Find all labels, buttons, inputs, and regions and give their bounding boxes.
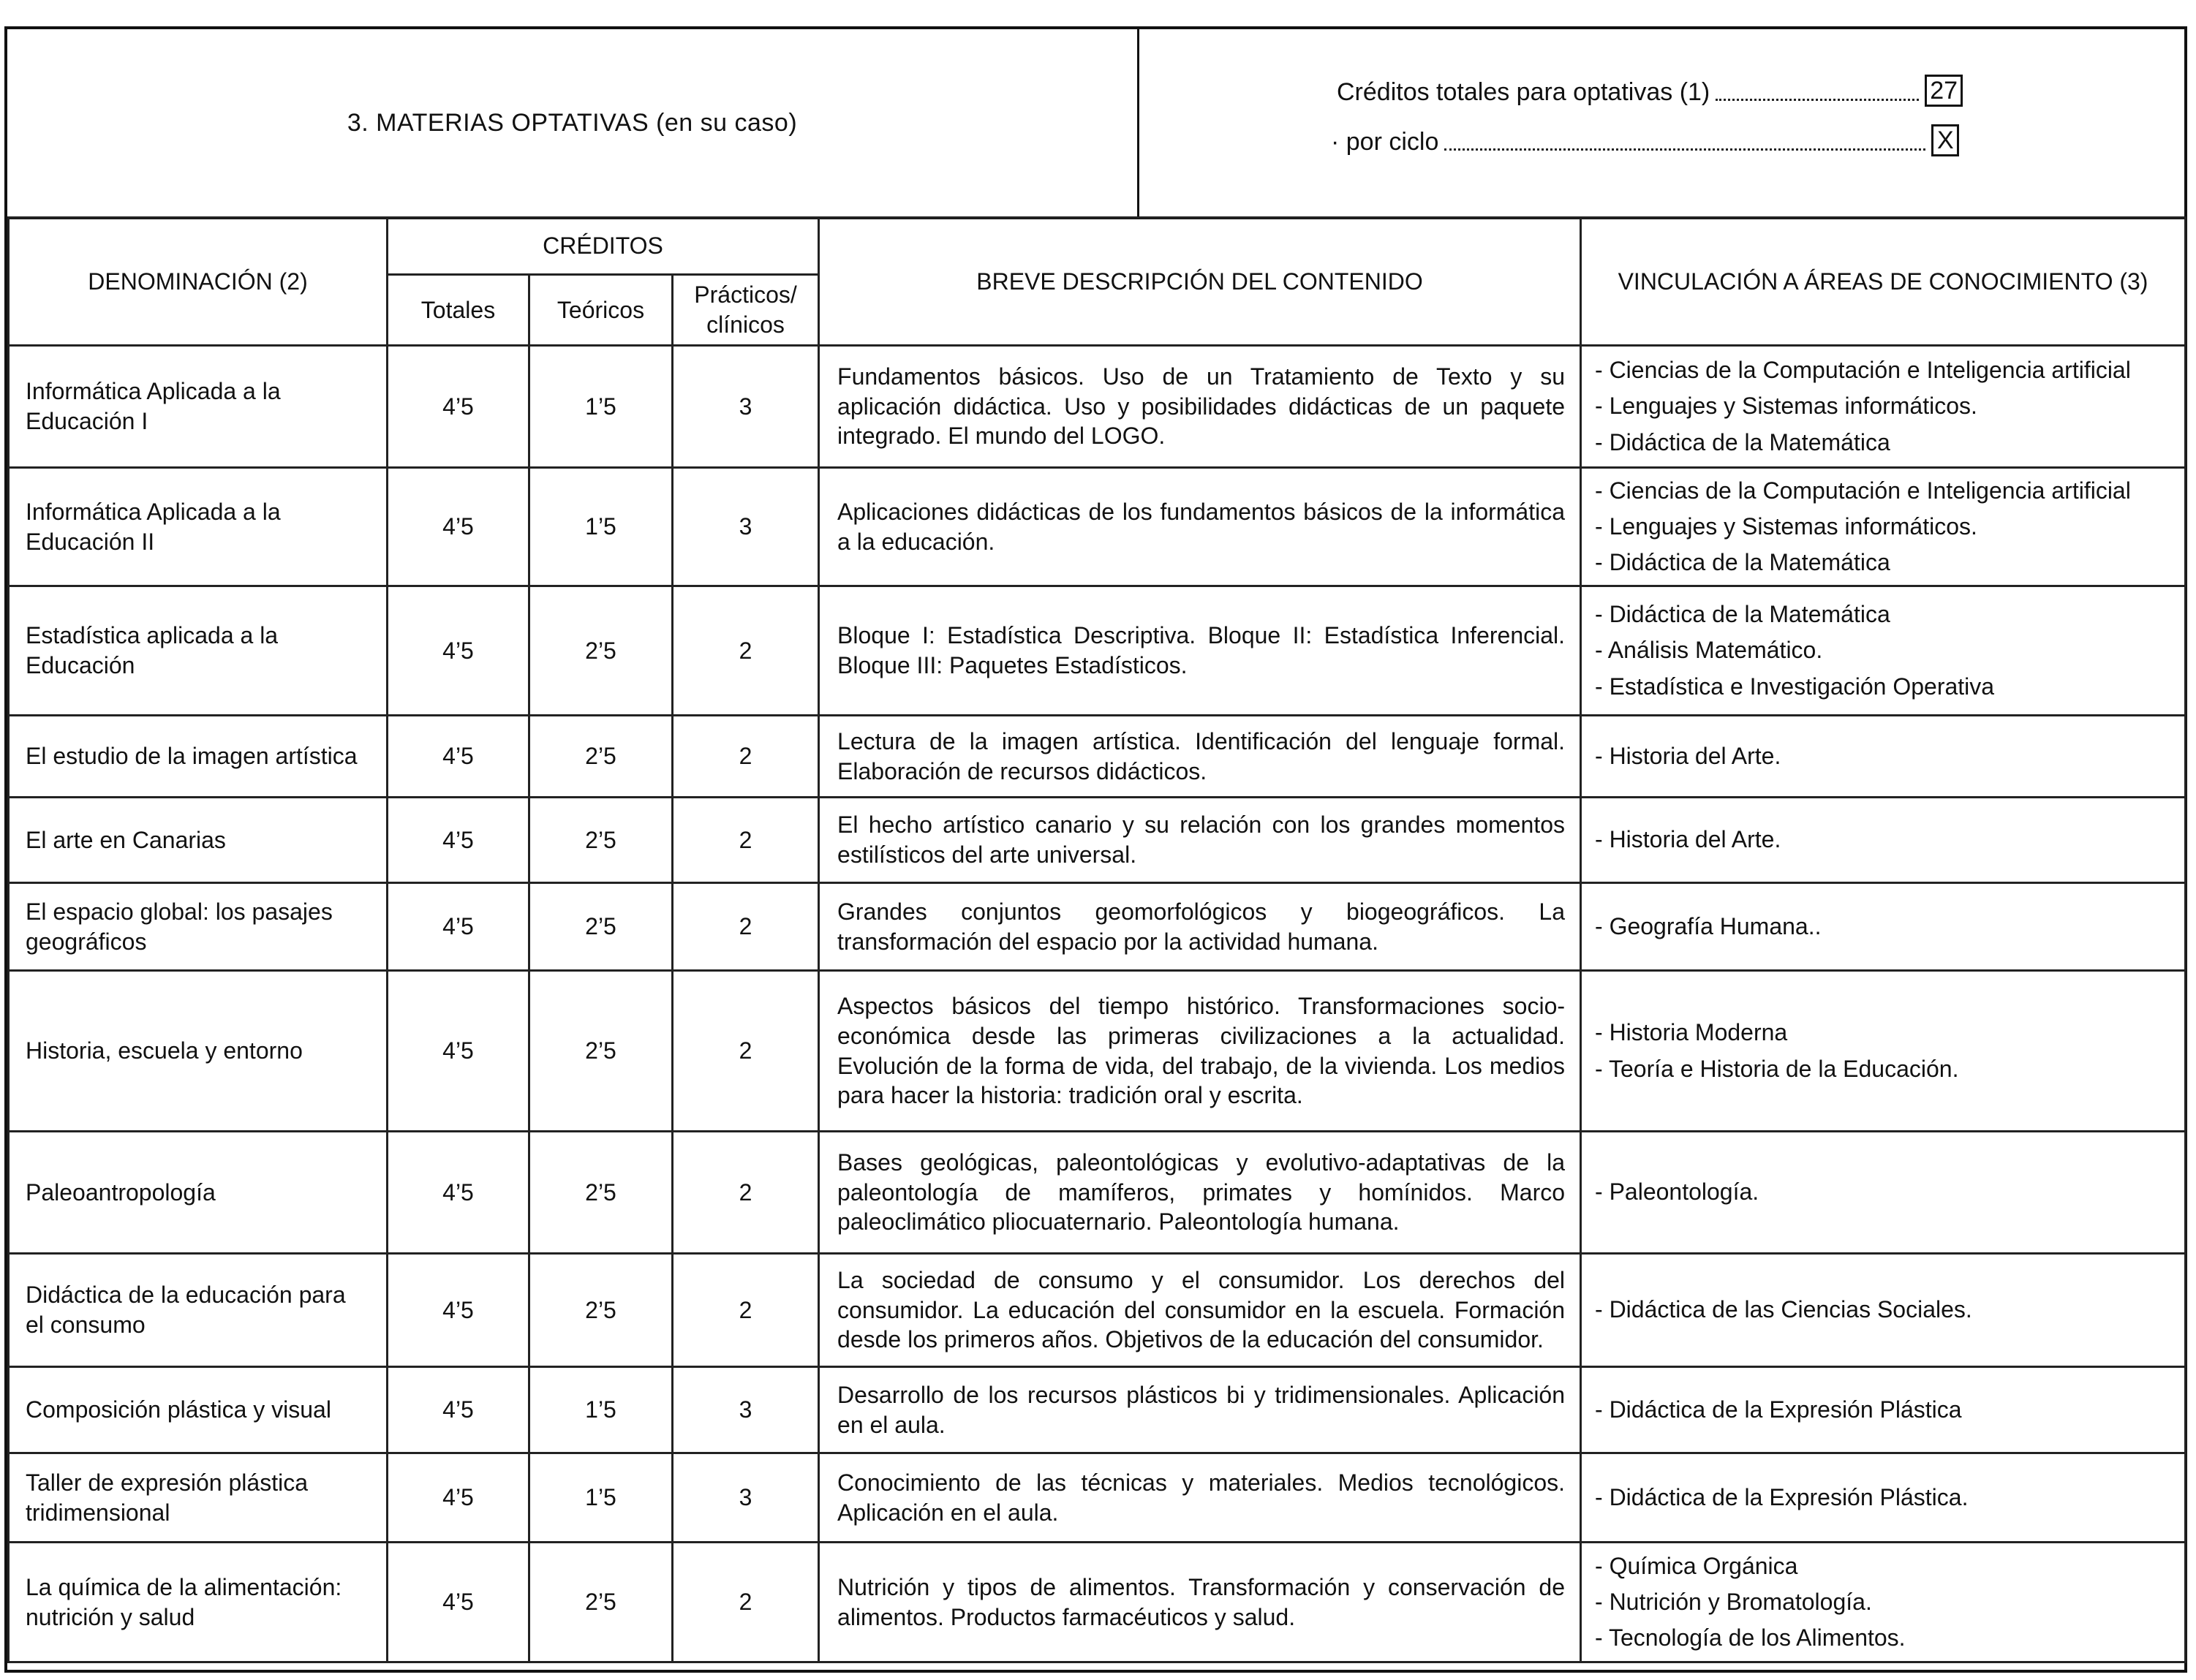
table-row	[9, 883, 2186, 971]
practicos-cell: 3	[673, 1453, 819, 1543]
header-row	[9, 218, 2186, 275]
per-cycle-line	[1331, 124, 1959, 156]
area-item: - Estadística e Investigación Operativa	[1595, 673, 1995, 700]
area-item: - Didáctica de la Matemática	[1595, 601, 1890, 628]
col-totales: Totales	[388, 275, 529, 346]
descripcion-cell: El hecho artístico canario y su relación con los grandes momentos estilísticos del arte universal.	[819, 798, 1581, 883]
teoricos-cell: 2’5	[529, 1543, 673, 1662]
per-cycle-label: · por ciclo	[1331, 128, 1439, 156]
totales-cell: 4’5	[388, 1367, 529, 1453]
denominacion-cell: El arte en Canarias	[9, 798, 388, 883]
practicos-cell: 2	[673, 883, 819, 971]
table-row	[9, 1453, 2186, 1543]
area-item: - Lenguajes y Sistemas informáticos.	[1595, 393, 1977, 420]
practicos-cell: 2	[673, 971, 819, 1132]
totales-cell: 4’5	[388, 586, 529, 716]
vinculacion-cell	[1581, 586, 2186, 716]
area-item: - Historia del Arte.	[1595, 742, 1781, 769]
denominacion-cell: Estadística aplicada a la Educación	[9, 586, 388, 716]
table-row	[9, 1367, 2186, 1453]
area-item: - Didáctica de la Expresión Plástica.	[1595, 1483, 1969, 1510]
descripcion-cell: Bases geológicas, paleontológicas y evolutivo-adaptativas de la paleontología de mamíferos, primates y homínidos. Marco paleoclimático pliocuaternario. Paleontología humana.	[819, 1132, 1581, 1254]
credits-summary	[1139, 29, 2184, 216]
totales-cell: 4’5	[388, 1254, 529, 1367]
totales-cell: 4’5	[388, 971, 529, 1132]
table-row	[9, 716, 2186, 798]
area-item: - Teoría e Historia de la Educación.	[1595, 1055, 1959, 1082]
teoricos-cell: 2’5	[529, 1132, 673, 1254]
form-header	[7, 29, 2184, 219]
total-credits-label: Créditos totales para optativas (1)	[1337, 78, 1710, 106]
area-item: - Didáctica de la Matemática	[1595, 549, 1890, 576]
area-item: - Ciencias de la Computación e Inteligencia artificial	[1595, 477, 2131, 504]
totales-cell: 4’5	[388, 1453, 529, 1543]
area-item: - Historia del Arte.	[1595, 826, 1781, 853]
totales-cell: 4’5	[388, 346, 529, 468]
col-descripcion: BREVE DESCRIPCIÓN DEL CONTENIDO	[819, 218, 1581, 346]
area-item: - Historia Moderna	[1595, 1019, 1788, 1046]
table-row	[9, 346, 2186, 468]
totales-cell: 4’5	[388, 716, 529, 798]
descripcion-cell: Fundamentos básicos. Uso de un Tratamiento de Texto y su aplicación didáctica. Uso y posibilidades didácticas de un paquete integrado. El mundo del LOGO.	[819, 346, 1581, 468]
total-credits-box: 27	[1925, 75, 1963, 107]
col-denominacion: DENOMINACIÓN (2)	[9, 218, 388, 346]
teoricos-cell: 1’5	[529, 346, 673, 468]
teoricos-cell: 2’5	[529, 798, 673, 883]
table-row	[9, 1132, 2186, 1254]
teoricos-cell: 2’5	[529, 716, 673, 798]
area-item: - Ciencias de la Computación e Inteligencia artificial	[1595, 357, 2131, 384]
teoricos-cell: 2’5	[529, 971, 673, 1132]
denominacion-cell: Taller de expresión plástica tridimensional	[9, 1453, 388, 1543]
denominacion-cell: La química de la alimentación: nutrición y salud	[9, 1543, 388, 1662]
teoricos-cell: 2’5	[529, 1254, 673, 1367]
dot-leader	[1716, 91, 1919, 101]
vinculacion-cell	[1581, 971, 2186, 1132]
table-row	[9, 468, 2186, 586]
descripcion-cell: Grandes conjuntos geomorfológicos y biogeográficos. La transformación del espacio por la actividad humana.	[819, 883, 1581, 971]
teoricos-cell: 2’5	[529, 883, 673, 971]
area-item: - Geografía Humana..	[1595, 912, 1822, 939]
teoricos-cell: 1’5	[529, 1367, 673, 1453]
practicos-cell: 2	[673, 1543, 819, 1662]
vinculacion-cell	[1581, 883, 2186, 971]
area-item: - Didáctica de la Expresión Plástica	[1595, 1396, 1962, 1423]
denominacion-cell: Composición plástica y visual	[9, 1367, 388, 1453]
dot-leader	[1444, 141, 1925, 151]
col-creditos: CRÉDITOS	[388, 218, 819, 275]
vinculacion-cell	[1581, 346, 2186, 468]
area-item: - Paleontología.	[1595, 1178, 1759, 1206]
denominacion-cell: Paleoantropología	[9, 1132, 388, 1254]
denominacion-cell: El espacio global: los pasajes geográficos	[9, 883, 388, 971]
subjects-table	[7, 216, 2186, 1663]
denominacion-cell: El estudio de la imagen artística	[9, 716, 388, 798]
area-item: - Lenguajes y Sistemas informáticos.	[1595, 512, 1977, 540]
descripcion-cell: Nutrición y tipos de alimentos. Transformación y conservación de alimentos. Productos farmacéuticos y salud.	[819, 1543, 1581, 1662]
practicos-cell: 3	[673, 346, 819, 468]
teoricos-cell: 1’5	[529, 1453, 673, 1543]
vinculacion-cell	[1581, 468, 2186, 586]
table-row	[9, 798, 2186, 883]
col-vinculacion: VINCULACIÓN A ÁREAS DE CONOCIMIENTO (3)	[1581, 218, 2186, 346]
table-row	[9, 586, 2186, 716]
descripcion-cell: Aplicaciones didácticas de los fundamentos básicos de la informática a la educación.	[819, 468, 1581, 586]
vinculacion-cell	[1581, 798, 2186, 883]
descripcion-cell: Conocimiento de las técnicas y materiales. Medios tecnológicos. Aplicación en el aula.	[819, 1453, 1581, 1543]
vinculacion-cell	[1581, 1367, 2186, 1453]
descripcion-cell: Bloque I: Estadística Descriptiva. Bloque II: Estadística Inferencial. Bloque III: Paquetes Estadísticos.	[819, 586, 1581, 716]
area-item: - Didáctica de la Matemática	[1595, 428, 1890, 455]
area-item: - Didáctica de las Ciencias Sociales.	[1595, 1296, 1972, 1323]
descripcion-cell: Aspectos básicos del tiempo histórico. Transformaciones socio-económica desde las primeras civilizaciones a la actualidad. Evolución de la forma de vida, del trabajo, de la vivienda. Los medios para hacer la historia: tradición oral y escrita.	[819, 971, 1581, 1132]
area-item: - Tecnología de los Alimentos.	[1595, 1624, 1906, 1651]
descripcion-cell: La sociedad de consumo y el consumidor. Los derechos del consumidor. La educación del consumidor en la escuela. Formación desde los primeros años. Objetivos de la educación del consumidor.	[819, 1254, 1581, 1367]
denominacion-cell: Informática Aplicada a la Educación II	[9, 468, 388, 586]
table-row	[9, 971, 2186, 1132]
totales-cell: 4’5	[388, 468, 529, 586]
teoricos-cell: 1’5	[529, 468, 673, 586]
total-credits-line	[1337, 75, 1963, 107]
vinculacion-cell	[1581, 1132, 2186, 1254]
vinculacion-cell	[1581, 716, 2186, 798]
totales-cell: 4’5	[388, 883, 529, 971]
totales-cell: 4’5	[388, 1543, 529, 1662]
practicos-cell: 2	[673, 586, 819, 716]
practicos-cell: 2	[673, 1132, 819, 1254]
practicos-cell: 3	[673, 468, 819, 586]
descripcion-cell: Lectura de la imagen artística. Identificación del lenguaje formal. Elaboración de recursos didácticos.	[819, 716, 1581, 798]
descripcion-cell: Desarrollo de los recursos plásticos bi y tridimensionales. Aplicación en el aula.	[819, 1367, 1581, 1453]
table-row	[9, 1254, 2186, 1367]
section-title: 3. MATERIAS OPTATIVAS (en su caso)	[7, 29, 1139, 216]
practicos-cell: 2	[673, 716, 819, 798]
col-teoricos: Teóricos	[529, 275, 673, 346]
teoricos-cell: 2’5	[529, 586, 673, 716]
table-row	[9, 1543, 2186, 1662]
vinculacion-cell	[1581, 1254, 2186, 1367]
practicos-cell: 2	[673, 798, 819, 883]
totales-cell: 4’5	[388, 798, 529, 883]
practicos-cell: 2	[673, 1254, 819, 1367]
area-item: - Análisis Matemático.	[1595, 637, 1823, 664]
col-practicos: Prácticos/ clínicos	[673, 275, 819, 346]
denominacion-cell: Didáctica de la educación para el consumo	[9, 1254, 388, 1367]
totales-cell: 4’5	[388, 1132, 529, 1254]
vinculacion-cell	[1581, 1543, 2186, 1662]
area-item: - Química Orgánica	[1595, 1552, 1798, 1579]
practicos-cell: 3	[673, 1367, 819, 1453]
per-cycle-box: X	[1931, 124, 1959, 156]
denominacion-cell: Informática Aplicada a la Educación I	[9, 346, 388, 468]
area-item: - Nutrición y Bromatología.	[1595, 1588, 1872, 1615]
optional-subjects-form	[4, 26, 2187, 1673]
denominacion-cell: Historia, escuela y entorno	[9, 971, 388, 1132]
vinculacion-cell	[1581, 1453, 2186, 1543]
